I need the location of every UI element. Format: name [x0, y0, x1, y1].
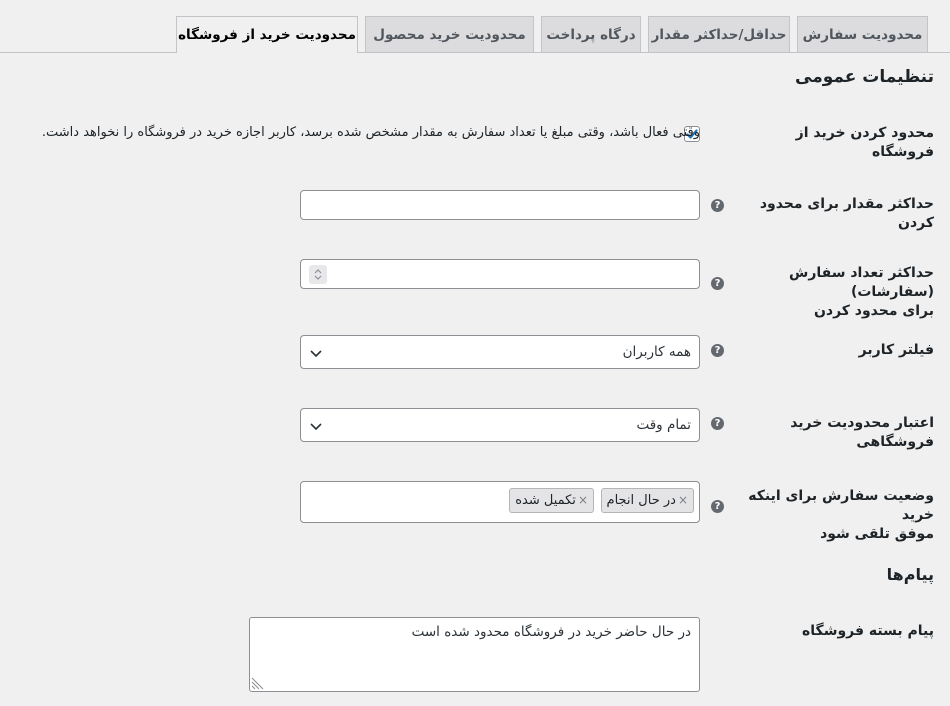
order-status-label-line2: موفق تلقی شود [820, 526, 934, 542]
token-label: در حال انجام [606, 493, 676, 508]
tabs-bottom-border [0, 52, 950, 53]
user-filter-help-icon[interactable]: ? [711, 344, 724, 357]
validity-select[interactable] [300, 408, 700, 442]
status-token-completed [509, 488, 594, 513]
max-orders-help-icon[interactable]: ? [711, 277, 724, 290]
closed-store-message-textarea[interactable] [249, 617, 700, 692]
order-status-help-icon[interactable]: ? [711, 500, 724, 513]
max-amount-label: حداکثر مقدار برای محدود کردن [759, 196, 934, 231]
status-token-processing [601, 488, 694, 513]
messages-heading: پیام‌ها [886, 565, 934, 584]
restrict-store-label: محدود کردن خرید از فروشگاه [795, 125, 934, 160]
validity-label: اعتبار محدودیت خرید فروشگاهی [790, 415, 934, 450]
validity-selected-value: تمام وقت [636, 417, 691, 433]
max-orders-label [734, 264, 934, 321]
validity-help-icon[interactable]: ? [711, 417, 724, 430]
max-orders-label-line1: حداکثر تعداد سفارش (سفارشات) [789, 265, 934, 300]
closed-store-message-value: در حال حاضر خرید در فروشگاه محدود شده است [411, 624, 691, 640]
closed-store-message-label: پیام بسته فروشگاه [802, 623, 934, 639]
user-filter-select[interactable] [300, 335, 700, 369]
user-filter-label: فیلتر کاربر [858, 342, 934, 358]
order-status-label [734, 487, 934, 544]
tab-store-purchase-limit[interactable]: محدودیت خرید از فروشگاه [176, 16, 358, 53]
max-orders-label-line2: برای محدود کردن [813, 303, 934, 319]
order-status-label-line1: وضعیت سفارش برای اینکه خرید [748, 488, 934, 523]
token-label: تکمیل شده [515, 493, 576, 508]
resize-handle-icon[interactable] [251, 676, 265, 690]
max-amount-input[interactable] [300, 190, 700, 220]
tab-payment-gateway[interactable]: درگاه پرداخت [541, 16, 641, 52]
restrict-store-description: وقتی فعال باشد، وقتی مبلغ یا تعداد سفارش به مقدار مشخص شده برسد، کاربر اجازه خرید در فروشگاه را نخواهد داشت. [41, 125, 700, 140]
token-remove-icon[interactable]: × [677, 493, 688, 507]
chevron-down-icon [309, 419, 323, 433]
tab-min-max-quantity[interactable]: حداقل/حداکثر مقدار [648, 16, 790, 52]
chevron-down-icon [309, 346, 323, 360]
user-filter-selected-value: همه کاربران [622, 344, 691, 360]
max-amount-help-icon[interactable]: ? [711, 199, 724, 212]
general-settings-heading: تنظیمات عمومی [795, 67, 934, 87]
spinner-arrows-icon [309, 265, 327, 284]
tab-product-purchase-limit[interactable]: محدودیت خرید محصول [365, 16, 534, 52]
max-orders-input[interactable] [300, 259, 700, 289]
tab-order-limit[interactable]: محدودیت سفارش [797, 16, 928, 52]
order-status-multiselect[interactable] [300, 481, 700, 523]
number-spinner[interactable] [309, 265, 327, 284]
token-remove-icon[interactable]: × [577, 493, 588, 507]
